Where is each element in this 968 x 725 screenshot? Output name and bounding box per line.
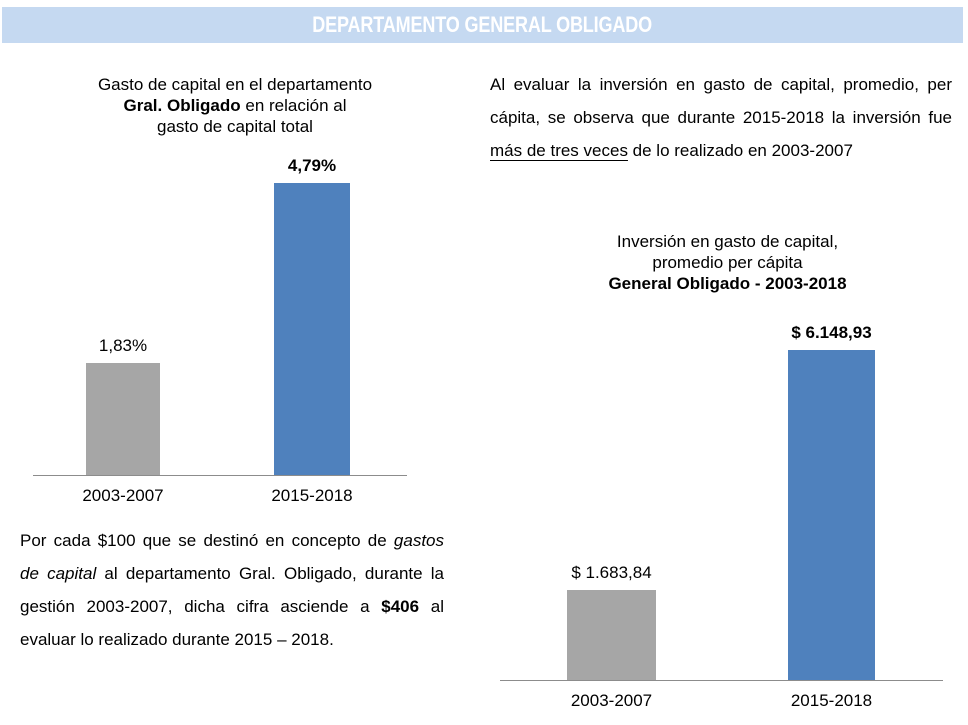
x-axis-label-2003-2007: 2003-2007 (82, 486, 164, 505)
x-axis-label-2015-2018: 2015-2018 (790, 691, 873, 710)
paragraph-text: al evaluar lo realizado durante 2015 – 2018. (20, 597, 444, 649)
bar-2015-2018 (274, 183, 350, 475)
x-axis-label-2003-2007: 2003-2007 (570, 691, 653, 710)
left-commentary-paragraph (20, 524, 444, 656)
left-chart-title (20, 74, 450, 137)
bar-value-label: $ 1.683,84 (571, 563, 652, 582)
right-chart-title-line2: promedio per cápita (652, 253, 803, 272)
paragraph-text: Por cada $100 que se destinó en concepto de (20, 531, 394, 550)
bar-value-label: 4,79% (287, 156, 337, 175)
paragraph-text-underline: más de tres veces (490, 141, 628, 160)
bar-2015-2018 (788, 350, 875, 680)
header-bar (2, 7, 963, 43)
left-chart-title-line1: Gasto de capital en el departamento (97, 75, 373, 94)
right-commentary-paragraph (490, 68, 952, 167)
right-chart-title (495, 231, 960, 294)
paragraph-text: Al evaluar la inversión en gasto de capital, promedio, per cápita, se observa que durante 2015-2018 la inversión fue (490, 75, 952, 127)
page-title: DEPARTAMENTO GENERAL OBLIGADO (312, 12, 653, 37)
paragraph-text: al departamento Gral. Obligado, durante la gestión 2003-2007, dicha cifra asciende a (20, 564, 444, 616)
left-chart-title-line2-rest: en relación al (240, 96, 347, 115)
paragraph-text-bold: $406 (381, 597, 420, 616)
left-chart-title-line2-bold: Gral. Obligado (123, 96, 241, 115)
bar-value-label: $ 6.148,93 (791, 323, 872, 342)
paragraph-text-italic: gastos de capital (20, 531, 444, 583)
bar-2003-2007 (567, 590, 656, 680)
right-chart-title-line1: Inversión en gasto de capital, (616, 232, 839, 251)
left-chart-title-line3: gasto de capital total (157, 117, 313, 136)
bar-value-label: 1,83% (98, 336, 148, 355)
right-chart-title-line3-bold: General Obligado - 2003-2018 (608, 274, 847, 293)
paragraph-text: de lo realizado en 2003-2007 (627, 141, 853, 160)
capital-share-bar-chart (33, 156, 407, 505)
per-capita-investment-bar-chart (500, 323, 943, 710)
x-axis-label-2015-2018: 2015-2018 (271, 486, 353, 505)
bar-2003-2007 (86, 363, 160, 475)
